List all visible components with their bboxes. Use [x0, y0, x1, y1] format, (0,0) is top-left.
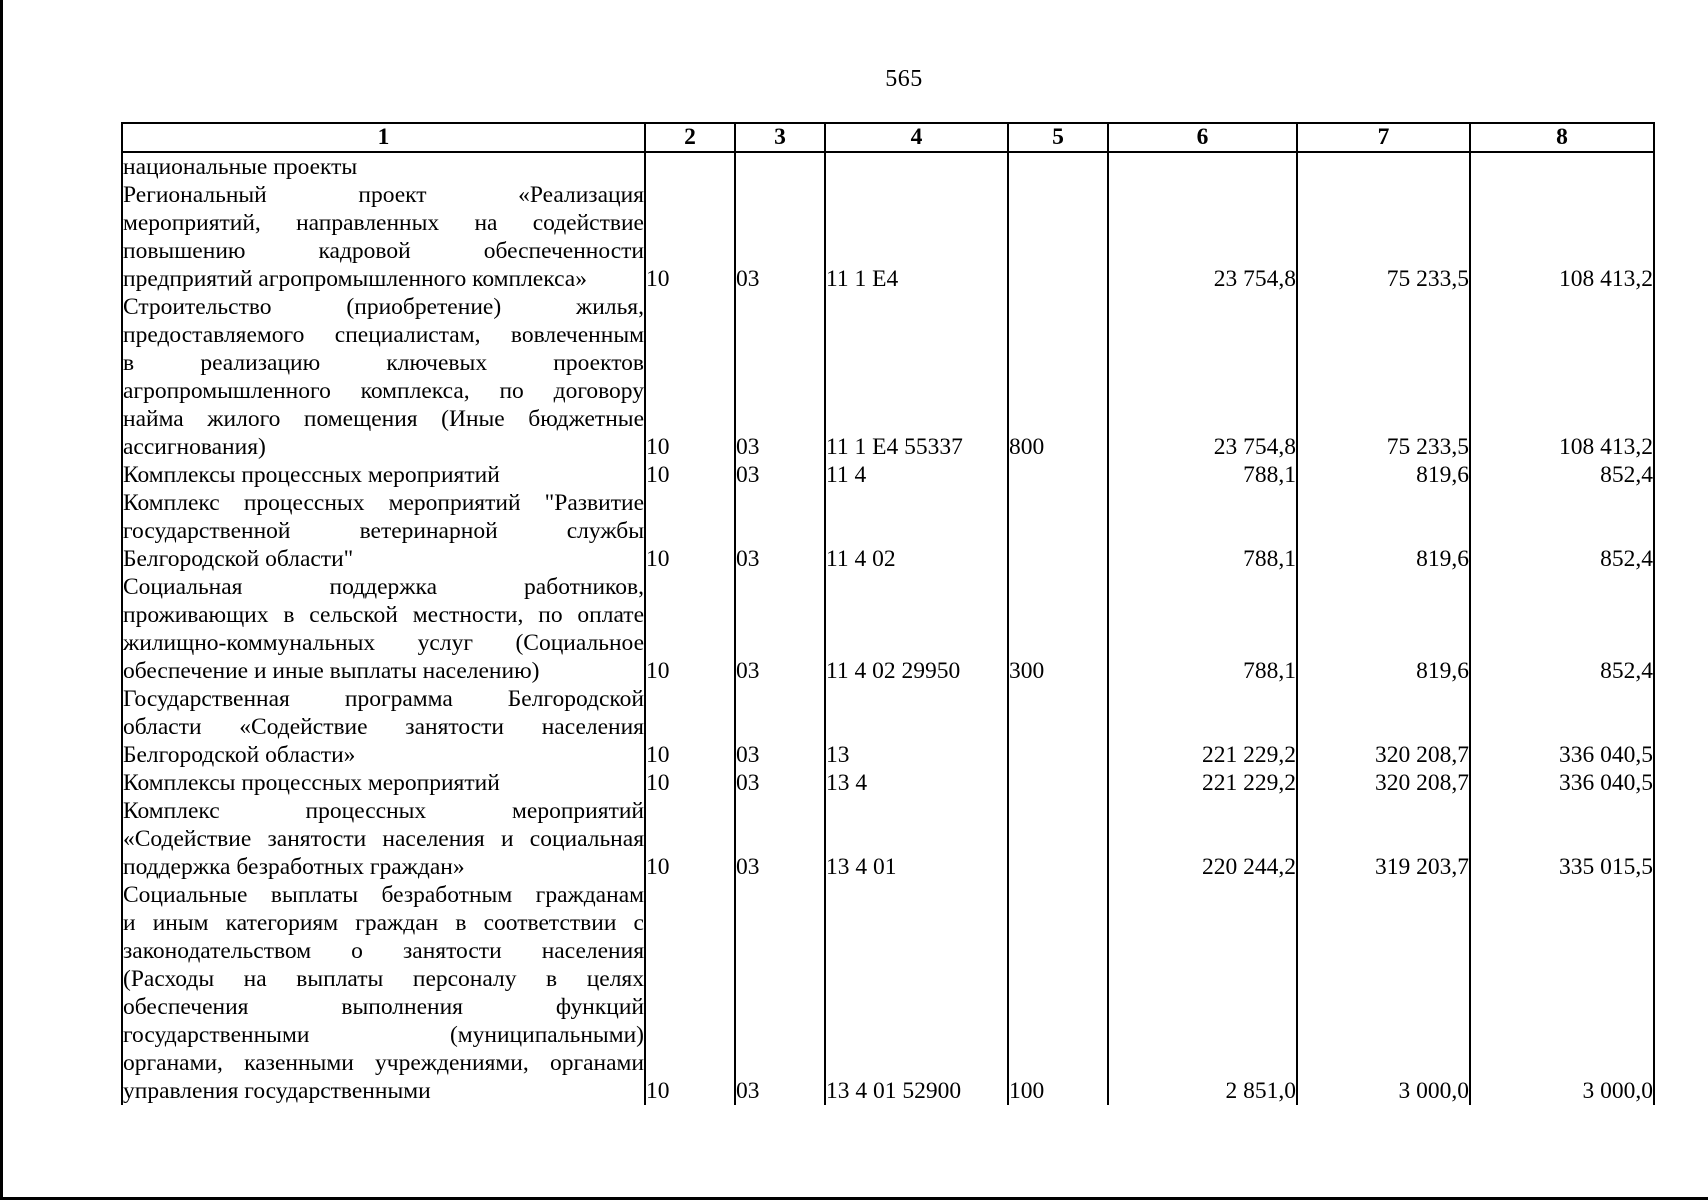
subsection-code: 03: [735, 685, 825, 769]
amount-year-2: 75 233,5: [1297, 293, 1470, 461]
section-code: [645, 152, 735, 181]
table-row: [122, 573, 1654, 685]
target-article-code: 13 4 01 52900: [825, 881, 1008, 1105]
subsection-code: 03: [735, 769, 825, 797]
table-body: [122, 152, 1654, 1105]
row-description: [122, 769, 645, 797]
expense-type-code: [1008, 181, 1108, 293]
amount-year-1: 2 851,0: [1108, 881, 1297, 1105]
description-line: Комплексы процессных мероприятий: [123, 462, 500, 488]
table-row: [122, 489, 1654, 573]
target-article-code: 13 4: [825, 769, 1008, 797]
target-article-code: 11 1 E4 55337: [825, 293, 1008, 461]
expense-type-code: [1008, 489, 1108, 573]
row-description: [122, 573, 645, 685]
amount-year-3: 335 015,5: [1470, 797, 1654, 881]
amount-year-1: 221 229,2: [1108, 685, 1297, 769]
subsection-code: 03: [735, 293, 825, 461]
description-line: Социальная поддержка работников,: [123, 574, 644, 600]
col-header-8: 8: [1470, 123, 1654, 152]
section-code: 10: [645, 685, 735, 769]
amount-year-2: 819,6: [1297, 461, 1470, 489]
subsection-code: 03: [735, 881, 825, 1105]
expense-type-code: [1008, 769, 1108, 797]
col-header-7: 7: [1297, 123, 1470, 152]
amount-year-1: 23 754,8: [1108, 293, 1297, 461]
row-description: [122, 152, 645, 181]
description-line: обеспечения выполнения функций: [123, 994, 644, 1020]
amount-year-2: 819,6: [1297, 573, 1470, 685]
description-line: жилищно-коммунальных услуг (Социальное: [123, 630, 644, 656]
amount-year-1: 788,1: [1108, 573, 1297, 685]
col-header-3: 3: [735, 123, 825, 152]
description-line: предоставляемого специалистам, вовлеченным: [123, 322, 644, 348]
description-line: повышению кадровой обеспеченности: [123, 238, 644, 264]
target-article-code: [825, 152, 1008, 181]
expense-type-code: [1008, 685, 1108, 769]
description-line: ассигнования): [123, 434, 266, 460]
expense-type-code: [1008, 461, 1108, 489]
description-line: найма жилого помещения (Иные бюджетные: [123, 406, 644, 432]
expense-type-code: 100: [1008, 881, 1108, 1105]
expense-type-code: 300: [1008, 573, 1108, 685]
description-line: мероприятий, направленных на содействие: [123, 210, 644, 236]
table-row: [122, 769, 1654, 797]
amount-year-3: 852,4: [1470, 573, 1654, 685]
description-line: обеспечение и иные выплаты населению): [123, 658, 540, 684]
amount-year-3: [1470, 152, 1654, 181]
table-row: [122, 181, 1654, 293]
row-description: [122, 881, 645, 1105]
amount-year-3: 852,4: [1470, 489, 1654, 573]
amount-year-2: [1297, 152, 1470, 181]
expense-type-code: [1008, 152, 1108, 181]
description-line: агропромышленного комплекса, по договору: [123, 378, 644, 404]
description-line: Комплекс процессных мероприятий: [123, 798, 644, 824]
section-code: 10: [645, 769, 735, 797]
target-article-code: 11 4: [825, 461, 1008, 489]
description-line: области «Содействие занятости населения: [123, 714, 644, 740]
description-line: проживающих в сельской местности, по оплате: [123, 602, 644, 628]
row-description: [122, 461, 645, 489]
subsection-code: 03: [735, 181, 825, 293]
subsection-code: 03: [735, 461, 825, 489]
section-code: 10: [645, 489, 735, 573]
amount-year-3: 3 000,0: [1470, 881, 1654, 1105]
row-description: [122, 293, 645, 461]
description-line: Комплекс процессных мероприятий "Развитие: [123, 490, 644, 516]
table-row: [122, 797, 1654, 881]
subsection-code: 03: [735, 797, 825, 881]
header-row: [122, 123, 1654, 152]
description-line: Региональный проект «Реализация: [123, 182, 644, 208]
amount-year-3: 108 413,2: [1470, 181, 1654, 293]
expense-type-code: 800: [1008, 293, 1108, 461]
description-line: в реализацию ключевых проектов: [123, 350, 644, 376]
section-code: 10: [645, 461, 735, 489]
section-code: 10: [645, 881, 735, 1105]
description-line: государственными (муниципальными): [123, 1022, 644, 1048]
amount-year-3: 852,4: [1470, 461, 1654, 489]
table-row: [122, 461, 1654, 489]
description-line: государственной ветеринарной службы: [123, 518, 644, 544]
description-line: предприятий агропромышленного комплекса»: [123, 266, 587, 292]
amount-year-1: 23 754,8: [1108, 181, 1297, 293]
description-line: Белгородской области»: [123, 742, 356, 768]
table-row: [122, 152, 1654, 181]
amount-year-2: 819,6: [1297, 489, 1470, 573]
amount-year-2: 320 208,7: [1297, 685, 1470, 769]
col-header-4: 4: [825, 123, 1008, 152]
description-line: органами, казенными учреждениями, органами: [123, 1050, 644, 1076]
section-code: 10: [645, 293, 735, 461]
col-header-6: 6: [1108, 123, 1297, 152]
description-line: управления государственными: [123, 1078, 431, 1104]
section-code: 10: [645, 573, 735, 685]
amount-year-2: 320 208,7: [1297, 769, 1470, 797]
description-line: Белгородской области": [123, 546, 354, 572]
amount-year-3: 108 413,2: [1470, 293, 1654, 461]
description-line: национальные проекты: [123, 154, 358, 180]
description-line: (Расходы на выплаты персоналу в целях: [123, 966, 644, 992]
section-code: 10: [645, 181, 735, 293]
description-line: законодательством о занятости населения: [123, 938, 644, 964]
table-row: [122, 685, 1654, 769]
description-line: Государственная программа Белгородской: [123, 686, 644, 712]
row-description: [122, 489, 645, 573]
col-header-5: 5: [1008, 123, 1108, 152]
target-article-code: 11 4 02: [825, 489, 1008, 573]
expense-type-code: [1008, 797, 1108, 881]
subsection-code: 03: [735, 489, 825, 573]
page-number: 565: [885, 66, 923, 92]
description-line: Строительство (приобретение) жилья,: [123, 294, 644, 320]
amount-year-1: 788,1: [1108, 461, 1297, 489]
target-article-code: 13 4 01: [825, 797, 1008, 881]
amount-year-2: 319 203,7: [1297, 797, 1470, 881]
col-header-2: 2: [645, 123, 735, 152]
target-article-code: 11 4 02 29950: [825, 573, 1008, 685]
col-header-1: 1: [122, 123, 645, 152]
amount-year-2: 3 000,0: [1297, 881, 1470, 1105]
table-row: [122, 293, 1654, 461]
amount-year-2: 75 233,5: [1297, 181, 1470, 293]
subsection-code: 03: [735, 573, 825, 685]
amount-year-1: 221 229,2: [1108, 769, 1297, 797]
target-article-code: 11 1 E4: [825, 181, 1008, 293]
table-row: [122, 881, 1654, 1105]
amount-year-3: 336 040,5: [1470, 769, 1654, 797]
amount-year-3: 336 040,5: [1470, 685, 1654, 769]
description-line: Социальные выплаты безработным гражданам: [123, 882, 644, 908]
amount-year-1: 220 244,2: [1108, 797, 1297, 881]
section-code: 10: [645, 797, 735, 881]
description-line: Комплексы процессных мероприятий: [123, 770, 500, 796]
target-article-code: 13: [825, 685, 1008, 769]
amount-year-1: 788,1: [1108, 489, 1297, 573]
row-description: [122, 797, 645, 881]
amount-year-1: [1108, 152, 1297, 181]
row-description: [122, 181, 645, 293]
row-description: [122, 685, 645, 769]
subsection-code: [735, 152, 825, 181]
budget-table: [121, 122, 1655, 1105]
scan-left-edge: [0, 0, 3, 1200]
description-line: поддержка безработных граждан»: [123, 854, 465, 880]
description-line: «Содействие занятости населения и социальная: [123, 826, 644, 852]
description-line: и иным категориям граждан в соответствии с: [123, 910, 644, 936]
